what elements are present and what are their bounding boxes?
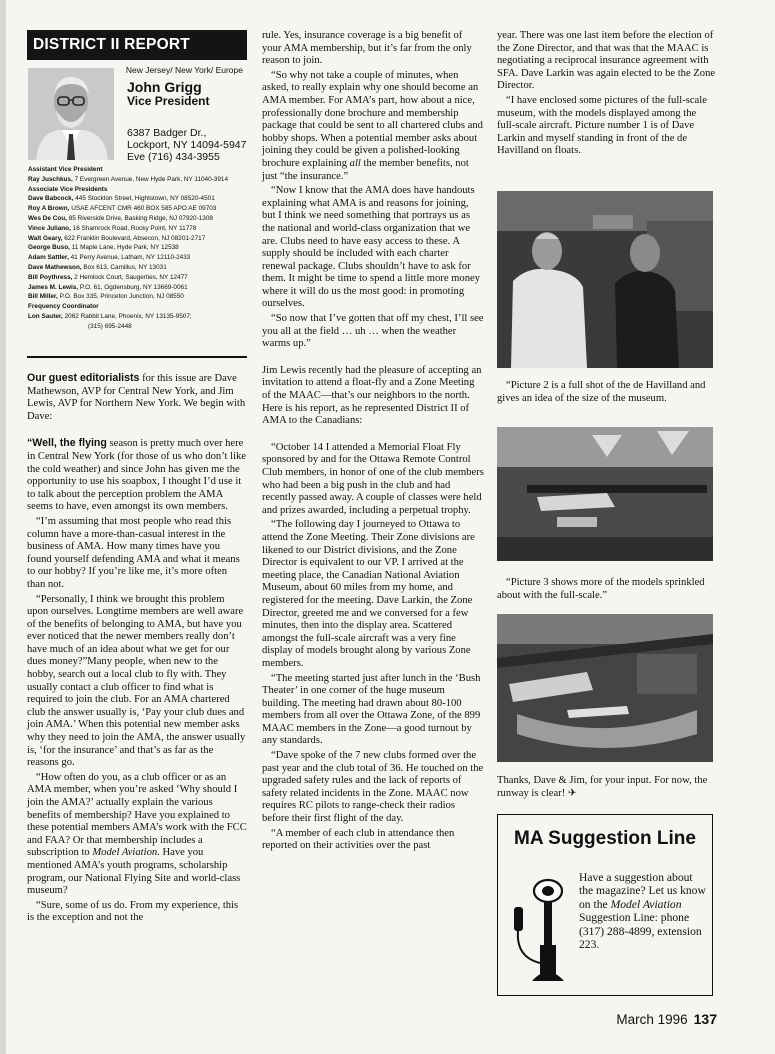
body-paragraph: “Well, the flying season is pretty much over here in Central New York (for those of us who don’t like the cold weather) and since John has given me the opportunity to use his soapbox, I thought I’d use it to talk about the perception problem the AMA seems to have, even amongst its own members.	[27, 437, 247, 513]
staff-entry: Dave Babcock, 445 Stockton Street, Hightstown, NY 08520-4501	[28, 195, 215, 203]
body-paragraph: “I’m assuming that most people who read this column have a more-than-casual interest in the business of AMA. How many times have you found yourself defending AMA and what it means to our hobby? If you’re like me, it’s more often than not.	[27, 515, 240, 590]
body-paragraph: “The meeting started just after lunch in the ‘Bush Theater’ in one corner of the huge museum building. The meeting had drawn about 80-100 members from all over the Ottawa Zone, of the 899 MAAC members in the Zone—a good turnout by any standards.	[262, 672, 481, 747]
page-footer	[616, 1011, 717, 1027]
body-paragraph: “A member of each club in attendance then reported on their activities over the past	[262, 827, 455, 852]
photo-3-models-display	[497, 614, 713, 762]
body-paragraph: “Dave spoke of the 7 new clubs formed over the past year and the club total of 36. He touched on the upgraded safety rules and the lack of reports of safety related incidents in the Zone. MAAC now requires RC pilots to range-check their radios before their first flight of the day.	[262, 750, 484, 825]
staff-entry: Dave Mathewson, Box 613, Camillus, NY 13031	[28, 263, 167, 271]
assoc-heading: Associate Vice Presidents	[28, 185, 108, 193]
photo-caption: “Picture 2 is a full shot of the de Havilland and gives an idea of the size of the museum.	[497, 380, 706, 404]
body-paragraph: “How often do you, as a club officer or as an AMA member, when you’re asked ‘Why should I join the AMA?’ actually explain the various benefits of membership? Have you explained to these potential members AMA’s work with the FCC and FAA? Or that membership includes a subscription to Model Aviation. Have you mentioned AMA’s youth programs, scholarship program, our National Flying Site and world-class museum?	[27, 771, 247, 897]
body-paragraph: “So why not take a couple of minutes, when asked, to really explain why one should become an AMA member. For AMA’s part, how about a nice, professionally done brochure and membership package that could be sent to all chartered clubs and hobby shops. When a potential member asks about joining they could be given a polished-looking brochure explaining all the member benefits, not just “the insurance.”	[262, 69, 483, 182]
photo-2-de-havilland	[497, 427, 713, 561]
column-1	[27, 30, 247, 927]
staff-entry: Bill Miller, P.O. Box 335, Princeton Junction, NJ 08550	[28, 293, 184, 301]
photo-caption: “Picture 3 shows more of the models sprinkled about with the full-scale.”	[497, 577, 705, 601]
column-3	[497, 30, 717, 1020]
staff-entry: James M. Lewis, P.O. 61, Ogdensburg, NY 13669-0061	[28, 283, 188, 291]
body-paragraph: “October 14 I attended a Memorial Float Fly sponsored by and for the Ottawa Remote Control Club members, in honor of one of the club members who had been a big push in the club and had recently passed away. A couple of classes were held and prizes awarded, including a perpetual trophy.	[262, 441, 484, 516]
staff-entry: Ray Juschkus, 7 Evergreen Avenue, New Hyde Park, NY 11040-3914	[28, 175, 229, 183]
freq-phone: (315) 695-2448	[88, 322, 132, 330]
body-paragraph: rule. Yes, insurance coverage is a big benefit of your AMA membership, but it’s far from the only reason to join.	[262, 30, 472, 67]
staff-entry: Lon Sauter, 2062 Rabbit Lane, Phoenix, NY 13135-9507;	[28, 312, 192, 320]
vp-portrait-photo	[28, 68, 114, 160]
body-paragraph: year. There was one last item before the election of the Zone Director, and that was that the MAAC is negotiating a reciprocal insurance agreement with SFA. Dave Larkin was again elected to be the Zone Director.	[497, 30, 716, 92]
staff-entry: Bill Poythress, 2 Hemlock Court, Saugerties, NY 12477	[28, 273, 188, 281]
region-label: New Jersey/ New York/ Europe	[125, 65, 243, 75]
body-paragraph: Jim Lewis recently had the pleasure of accepting an invitation to attend a float-fly and a Zone Meeting of the MAAC—that’s our neighbors to the north. Here is his report, as he represented District II of AMA to the Canadians:	[262, 364, 482, 427]
staff-entry: George Buso, 11 Maple Lane, Hyde Park, NY 12538	[28, 244, 179, 252]
suggestion-title: MA Suggestion Line	[514, 828, 696, 849]
telephone-icon	[510, 877, 574, 989]
district-report-box	[27, 30, 247, 358]
freq-heading: Frequency Coordinator	[28, 303, 99, 311]
body-paragraph: “I have enclosed some pictures of the full-scale museum, with the models displayed among the full-scale aircraft. Picture number 1 is of Dave Larkin and myself standing in front of the de Havilland on floats.	[497, 94, 707, 157]
body-paragraph: “So now that I’ve gotten that off my chest, I’ll see you all at the field … uh … when the weather warms up.”	[262, 313, 484, 350]
address-line: Eve (716) 434-3955	[127, 151, 220, 163]
address-line: 6387 Badger Dr.,	[127, 127, 207, 139]
body-paragraph: “Personally, I think we brought this problem upon ourselves. Longtime members are well aware of the benefits of belonging to AMA, but have you ever noticed that the newer members really don’t have much of an idea about what we get for our dues money?”Many people, when new to the hobby, search out a local club to fly with. They usually contact a club officer to find what is required to join the club. For an AMA chartered club the answer usually is, ‘Pay your club dues and join AMA.’ When this potential new member asks why they need to join the AMA, the answer usually is, ‘for the insurance’ and that’s as far as the reasons go.	[27, 593, 246, 769]
thanks-paragraph: Thanks, Dave & Jim, for your input. For now, the runway is clear! ✈	[497, 775, 708, 799]
body-paragraph: “The following day I journeyed to Ottawa to attend the Zone Meeting. Their Zone divisions are likened to our District divisions, and the Zone Director is equivalent to our VP. I arrived at the meeting place, the Canadian National Aviation Museum, about 60 miles from my home, and registered for the meeting. Dave Larkin, the Zone Director, greeted me and we conversed for a few minutes, then into the display area. Scattered amongst the full-scale aircraft was a very fine display of models brought along by various Zone members.	[262, 519, 475, 669]
vp-address	[127, 127, 246, 163]
column-2	[262, 30, 484, 855]
airplane-icon: ✈	[567, 787, 577, 799]
vp-name: John Grigg	[127, 79, 202, 95]
vp-title: Vice President	[127, 94, 210, 108]
staff-entry: Roy A Brown, USAE AFCENT CMR 460 BOX 585 APO AE 09703	[28, 205, 217, 213]
district-header: DISTRICT II REPORT	[27, 30, 247, 60]
suggestion-text: Have a suggestion about the magazine? Let us know on the Model Aviation Suggestion Line: phone (317) 288-4899, extension 223.	[579, 871, 706, 952]
page-number: 137	[693, 1011, 717, 1027]
body-paragraph: “Sure, some of us do. From my experience, this is the exception and not the	[27, 899, 239, 924]
staff-list	[28, 165, 248, 332]
body-paragraph: “Now I know that the AMA does have handouts explaining what AMA is and reasons for joining, but I think we need something that portrays us as the national and world-class organization that we are. Clubs need to have easy access to these. A supply should be included with each charter renewal package. Clubs shouldn’t have to ask for them. It might be time to spend a little more money where it will do us the most good: in promoting ourselves.	[262, 185, 481, 310]
address-line: Lockport, NY 14094-5947	[127, 139, 247, 151]
staff-entry: Adam Sattler, 41 Perry Avenue, Latham, NY 12110-2433	[28, 254, 191, 262]
suggestion-line-box	[497, 814, 713, 996]
staff-entry: Vince Juliano, 16 Shamrock Road, Rocky Point, NY 11778	[28, 224, 197, 232]
photo-1-museum-portrait	[497, 191, 713, 368]
staff-entry: Wes De Cou, 85 Riverside Drive, Basking Ridge, NJ 07920-1308	[28, 214, 213, 222]
intro-paragraph: Our guest editorialists for this issue are Dave Mathewson, AVP for Central New York, and Jim Lewis, AVP for Northern New York. We begin with Dave:	[27, 372, 246, 422]
issue-date: March 1996	[616, 1012, 688, 1027]
staff-entry: Walt Geary, 622 Franklin Boulevard, Absecon, NJ 08201-2717	[28, 234, 206, 242]
vp-name-block	[127, 80, 210, 108]
avp-heading: Assistant Vice President	[28, 166, 103, 173]
